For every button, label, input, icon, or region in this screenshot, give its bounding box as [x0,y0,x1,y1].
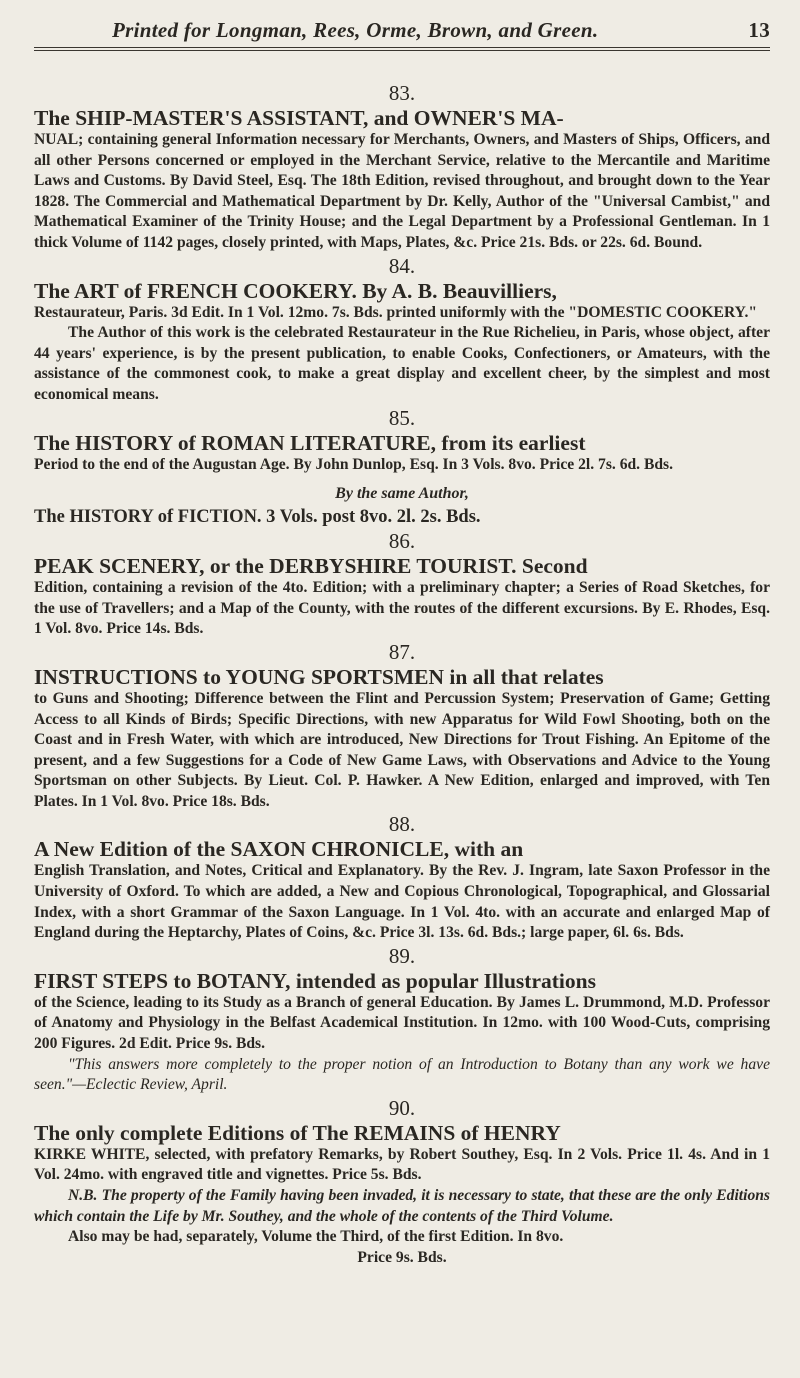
entry-number: 86. [388,529,416,554]
entry-body: English Translation, and Notes, Critical and Explanatory. By the Rev. J. Ingram, late Saxon Professor in the University of Oxford. To which are added, a New and Copious Chronological, Topographical, and Glossarial Index, with a short Grammar of the Saxon Language. In 1 Vol. 4to. with an accurate and enlarged Map of England during the Heptarchy, Plates of Coins, &c. Price 3l. 13s. 6d. Bds.; large paper, 6l. 6s. Bds. [34,862,770,942]
entry-title: INSTRUCTIONS to YOUNG SPORTSMEN in all that relates [34,664,604,689]
entry-body: of the Science, leading to its Study as a Branch of general Education. By James L. Drummond, M.D. Professor of Anatomy and Physiology in the Belfast Academical Institution. In 12mo. with 100 Wood-Cuts, comprising 200 Figures. 2d Edit. Price 9s. Bds. [34,993,770,1053]
entry-title: The HISTORY of ROMAN LITERATURE, from its earliest [34,430,586,455]
entry-body: Edition, containing a revision of the 4to. Edition; with a preliminary chapter; a Series of Road Sketches, for the use of Travellers; and a Map of the County, with the routes of the different excursions. By E. Rhodes, Esq. 1 Vol. 8vo. Price 14s. Bds. [34,579,770,638]
entry-number: 85. [388,405,416,430]
entry-body: Period to the end of the Augustan Age. By John Dunlop, Esq. In 3 Vols. 8vo. Price 2l. 7s. 6d. Bds. [34,455,674,473]
entry-subtitle: The HISTORY of FICTION. 3 Vols. post 8vo. 2l. 2s. Bds. [34,507,481,528]
catalogue-entry [34,812,770,943]
entry-title: The only complete Editions of The REMAINS of HENRY [34,1120,561,1145]
entry-title: The SHIP-MASTER'S ASSISTANT, and OWNER'S MA- [34,106,564,130]
entry-title: A New Edition of the SAXON CHRONICLE, with an [34,837,524,862]
entry-price: Price 9s. Bds. [357,1248,447,1266]
catalogue-entry [34,254,770,406]
page-number: 13 [748,18,770,42]
header-rule [34,47,770,51]
entry-number: 88. [388,812,416,837]
entry-title: FIRST STEPS to BOTANY, intended as popular Illustrations [34,968,596,993]
entry-body: Restaurateur, Paris. 3d Edit. In 1 Vol. 12mo. 7s. Bds. printed uniformly with the "DOMESTIC COOKERY." [34,303,758,321]
entry-number: 87. [388,639,416,664]
entry-title: The ART of FRENCH COOKERY. By A. B. Beauvilliers, [34,278,557,303]
entry-body: to Guns and Shooting; Difference between the Flint and Percussion System; Preservation of Game; Getting Access to all Kinds of Birds; Specific Directions, with new Apparatus for Wild Fowl Shooting, both on the Coast and in Fresh Water, with which are introduced, New Directions for Trout Fishing. An Epitome of the present, and a few Suggestions for a Code of New Game Laws, with Observations and Advice to the Young Sportsman on other Subjects. By Lieut. Col. P. Hawker. A New Edition, enlarged and improved, with Ten Plates. In 1 Vol. 8vo. Price 18s. Bds. [34,689,770,810]
running-head [34,18,770,43]
entry-note-secondary: Also may be had, separately, Volume the Third, of the first Edition. In 8vo. [68,1228,564,1246]
catalogue-entry [34,406,770,530]
entry-number: 83. [388,81,416,105]
entry-note: The Author of this work is the celebrated Restaurateur in the Rue Richelieu, in Paris, whose object, after 44 years' experience, is by the present publication, to enable Cooks, Confectioners, or Amateurs, with the assistance of the commonest cook, to make a great display and excellent cheer, by the simplest and most economical means. [34,324,770,403]
entry-body: KIRKE WHITE, selected, with prefatory Remarks, by Robert Southey, Esq. In 2 Vols. Price 1l. 4s. And in 1 Vol. 24mo. with engraved title and vignettes. Price 5s. Bds. [34,1145,770,1184]
entry-title: PEAK SCENERY, or the DERBYSHIRE TOURIST. Second [34,554,588,579]
catalogue-entry [34,640,770,813]
catalogue-entry [34,529,770,640]
entry-number: 90. [388,1095,416,1120]
entry-note: "This answers more completely to the proper notion of an Introduction to Botany than any work we have seen."—Eclectic Review, April. [34,1055,770,1094]
catalogue-entry [34,1096,770,1269]
entry-body: NUAL; containing general Information necessary for Merchants, Owners, and Masters of Ships, Officers, and all other Persons concerned or employed in the Merchant Service, relative to the Mercantile and Maritime Laws and Customs. By David Steel, Esq. The 18th Edition, revised throughout, and brought down to the Year 1828. The Commercial and Mathematical Department by Dr. Kelly, Author of the "Universal Cambist," and Mathematical Examiner of the Trinity House; and the Legal Department by a Professional Gentleman. In 1 thick Volume of 1142 pages, closely printed, with Maps, Plates, &c. Price 21s. Bds. or 22s. 6d. Bound. [34,131,770,251]
catalogue-entries [34,81,770,1268]
entry-subheading: By the same Author, [335,485,469,503]
entry-number: 84. [388,253,416,278]
catalogue-entry [34,81,770,254]
entry-number: 89. [388,943,416,968]
running-title: Printed for Longman, Rees, Orme, Brown, and Green. [112,18,599,42]
entry-note: N.B. The property of the Family having been invaded, it is necessary to state, that these are the only Editions which contain the Life by Mr. Southey, and the whole of the contents of the Third Volume. [34,1187,770,1225]
catalogue-entry [34,944,770,1096]
